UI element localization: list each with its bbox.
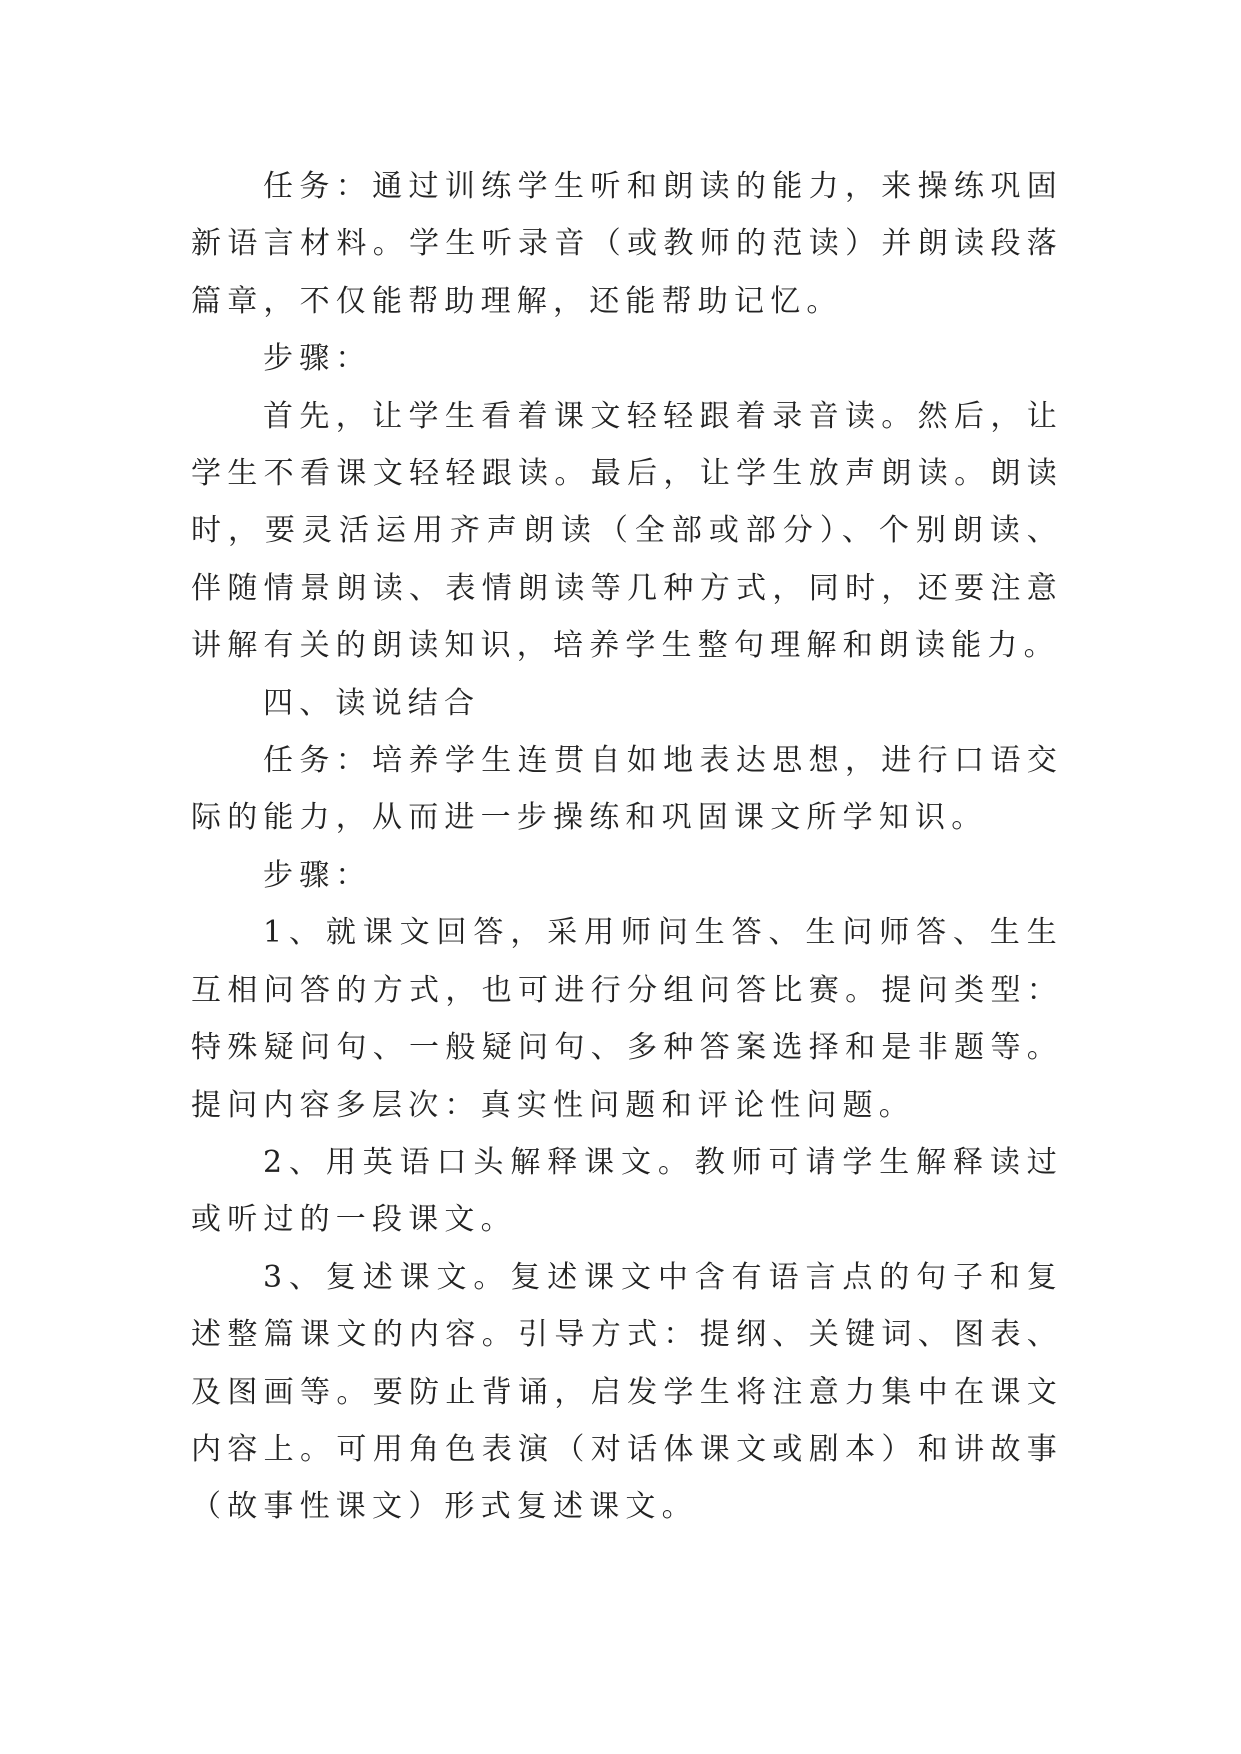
paragraph-task-listening: 任务：通过训练学生听和朗读的能力，来操练巩固新语言材料。学生听录音（或教师的范读）并朗读段落篇章，不仅能帮助理解，还能帮助记忆。 xyxy=(191,169,1063,319)
document-body xyxy=(191,158,1063,1536)
paragraph-task-speaking: 任务：培养学生连贯自如地表达思想，进行口语交际的能力，从而进一步操练和巩固课文所学知识。 xyxy=(191,743,1063,836)
paragraph-step-3: 3、复述课文。复述课文中含有语言点的句子和复述整篇课文的内容。引导方式：提纲、关键词、图表、及图画等。要防止背诵，启发学生将注意力集中在课文内容上。可用角色表演（对话体课文或剧本）和讲故事（故事性课文）形式复述课文。 xyxy=(191,1259,1063,1525)
section-heading-reading-speaking: 四、读说结合 xyxy=(263,685,481,721)
paragraph-steps-heading: 步骤： xyxy=(263,857,372,893)
paragraph-steps-heading: 步骤： xyxy=(263,341,372,377)
paragraph-reading-steps: 首先，让学生看着课文轻轻跟着录音读。然后，让学生不看课文轻轻跟读。最后，让学生放声朗读。朗读时，要灵活运用齐声朗读（全部或部分）、个别朗读、伴随情景朗读、表情朗读等几种方式，同时，还要注意讲解有关的朗读知识，培养学生整句理解和朗读能力。 xyxy=(191,398,1063,664)
paragraph-step-1: 1、就课文回答，采用师问生答、生问师答、生生互相问答的方式，也可进行分组问答比赛。提问类型：特殊疑问句、一般疑问句、多种答案选择和是非题等。提问内容多层次：真实性问题和评论性问题。 xyxy=(191,915,1063,1123)
paragraph-step-2: 2、用英语口头解释课文。教师可请学生解释读过或听过的一段课文。 xyxy=(191,1144,1063,1238)
